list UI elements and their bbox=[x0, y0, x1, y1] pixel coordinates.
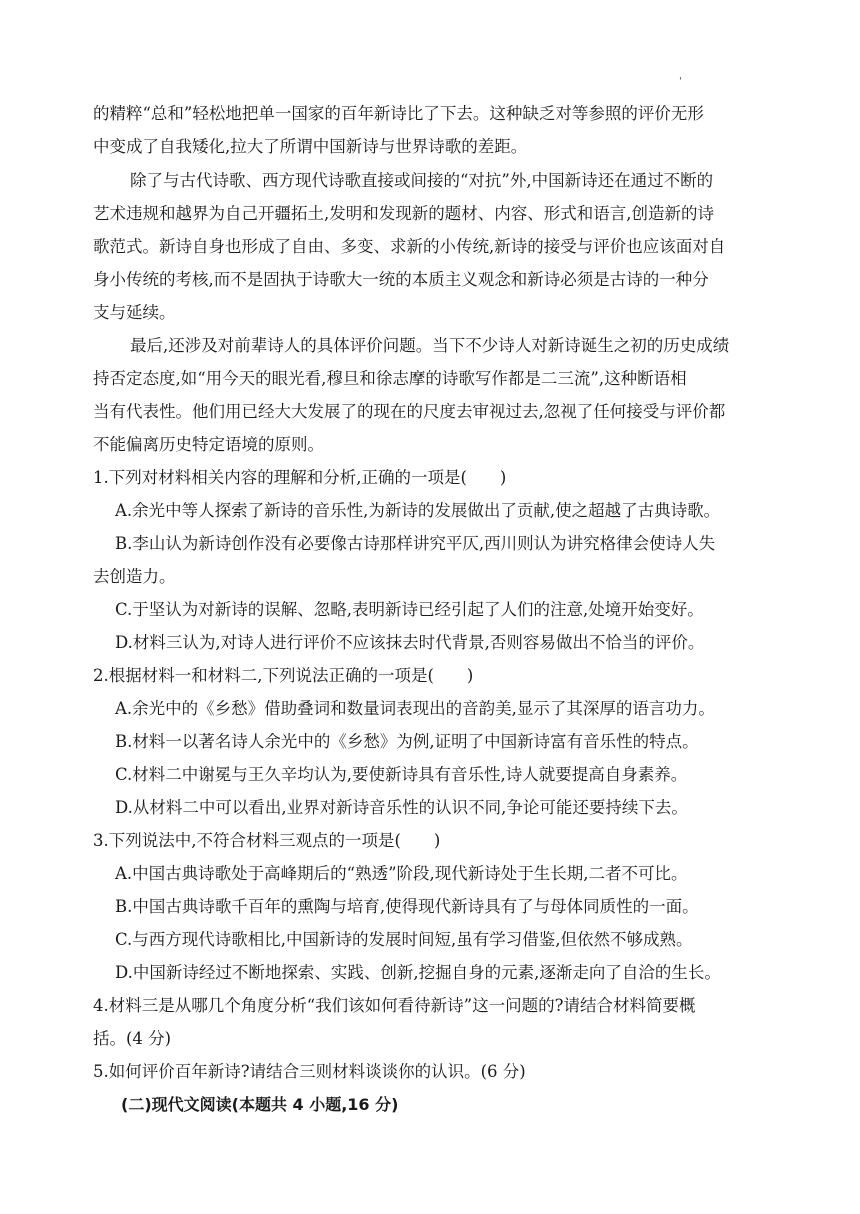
page-mark: ' bbox=[679, 76, 682, 87]
option-text: D.材料三认为,对诗人进行评价不应该抹去时代背景,否则容易做出不恰当的评价。 bbox=[115, 633, 705, 652]
text-line: 支与延续。 bbox=[93, 303, 176, 322]
option-text: D.中国新诗经过不断地探索、实践、创新,挖掘自身的元素,逐渐走向了自洽的生长。 bbox=[115, 963, 721, 982]
option-text: D.从材料二中可以看出,业界对新诗音乐性的认识不同,争论可能还要持续下去。 bbox=[115, 798, 688, 817]
option-text: A.余光中等人探索了新诗的音乐性,为新诗的发展做出了贡献,使之超越了古典诗歌。 bbox=[115, 501, 721, 520]
option-text: C.于坚认为对新诗的误解、忽略,表明新诗已经引起了人们的注意,处境开始变好。 bbox=[115, 600, 704, 619]
option-text: B.材料一以著名诗人余光中的《乡愁》为例,证明了中国新诗富有音乐性的特点。 bbox=[115, 732, 699, 751]
question-2: 2.根据材料一和材料二,下列说法正确的一项是( ) bbox=[93, 666, 474, 685]
text-line: 中变成了自我矮化,拉大了所谓中国新诗与世界诗歌的差距。 bbox=[93, 137, 528, 156]
section-heading: (二)现代文阅读(本题共 4 小题,16 分) bbox=[121, 1095, 399, 1114]
option-text: C.材料二中谢冕与王久辛均认为,要使新诗具有音乐性,诗人就要提高自身素养。 bbox=[115, 765, 688, 784]
question-3: 3.下列说法中,不符合材料三观点的一项是( ) bbox=[93, 831, 441, 850]
question-1: 1.下列对材料相关内容的理解和分析,正确的一项是( ) bbox=[93, 468, 507, 487]
question-4: 4.材料三是从哪几个角度分析“我们该如何看待新诗”这一问题的?请结合材料简要概 bbox=[93, 996, 696, 1015]
text-line: 艺术违规和越界为自己开疆拓土,发明和发现新的题材、内容、形式和语言,创造新的诗 bbox=[93, 204, 714, 223]
option-text: A.中国古典诗歌处于高峰期后的“熟透”阶段,现代新诗处于生长期,二者不可比。 bbox=[115, 864, 688, 883]
question-4-cont: 括。(4 分) bbox=[93, 1029, 172, 1048]
text-line: 的精粹“总和”轻松地把单一国家的百年新诗比了下去。这种缺乏对等参照的评价无形 bbox=[93, 104, 704, 123]
text-line: 歌范式。新诗自身也形成了自由、多变、求新的小传统,新诗的接受与评价也应该面对自 bbox=[93, 237, 726, 256]
option-text: B.李山认为新诗创作没有必要像古诗那样讲究平仄,西川则认为讲究格律会使诗人失 bbox=[115, 534, 716, 553]
option-text: B.中国古典诗歌千百年的熏陶与培育,使得现代新诗具有了与母体同质性的一面。 bbox=[115, 897, 699, 916]
question-5: 5.如何评价百年新诗?请结合三则材料谈谈你的认识。(6 分) bbox=[93, 1062, 526, 1081]
text-line: 除了与古代诗歌、西方现代诗歌直接或间接的“对抗”外,中国新诗还在通过不断的 bbox=[130, 171, 714, 190]
option-text: C.与西方现代诗歌相比,中国新诗的发展时间短,虽有学习借鉴,但依然不够成熟。 bbox=[115, 930, 693, 949]
text-line: 持否定态度,如“用今天的眼光看,穆旦和徐志摩的诗歌写作都是二三流”,这种断语相 bbox=[93, 369, 687, 388]
text-line: 身小传统的考核,而不是固执于诗歌大一统的本质主义观念和新诗必须是古诗的一种分 bbox=[93, 270, 709, 289]
text-line: 不能偏离历史特定语境的原则。 bbox=[93, 435, 324, 454]
option-text: 去创造力。 bbox=[93, 567, 176, 586]
text-line: 最后,还涉及对前辈诗人的具体评价问题。当下不少诗人对新诗诞生之初的历史成绩 bbox=[130, 336, 730, 355]
option-text: A.余光中的《乡愁》借助叠词和数量词表现出的音韵美,显示了其深厚的语言功力。 bbox=[115, 699, 715, 718]
text-line: 当有代表性。他们用已经大大发展了的现在的尺度去审视过去,忽视了任何接受与评价都 bbox=[93, 402, 726, 421]
